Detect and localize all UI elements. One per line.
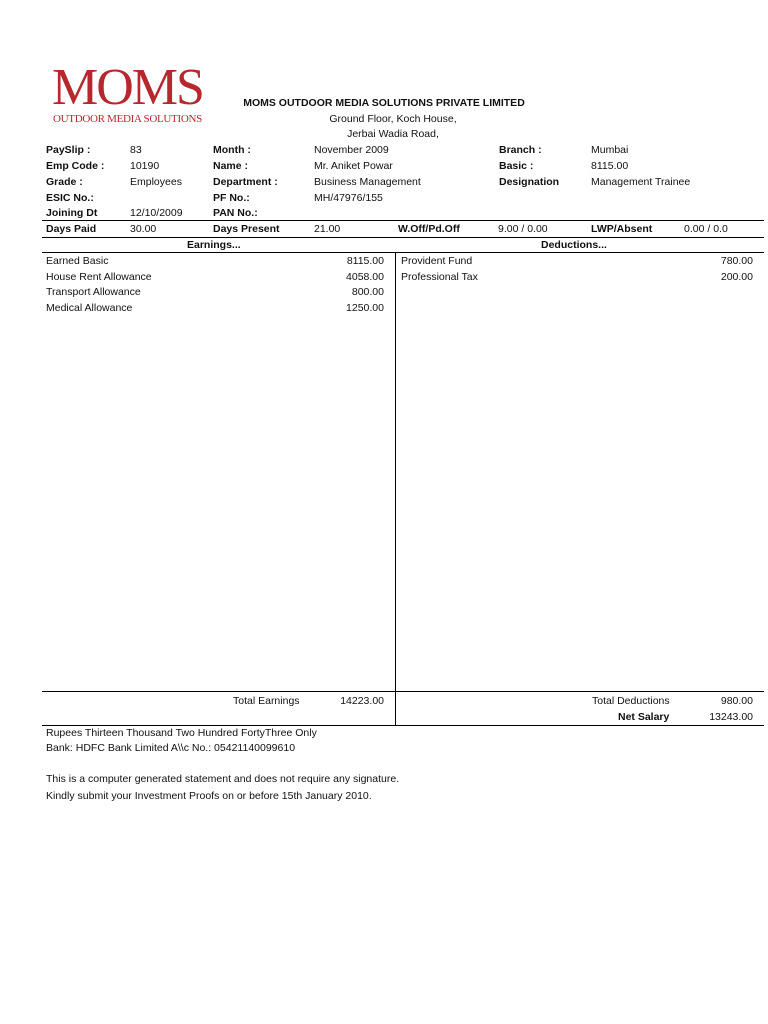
deductions-heading: Deductions... — [541, 239, 607, 251]
bank-details: Bank: HDFC Bank Limited A\\c No.: 05421140099610 — [46, 742, 296, 754]
basic-label: Basic : — [499, 160, 534, 172]
empcode-label: Emp Code : — [46, 160, 105, 172]
days-paid-label: Days Paid — [46, 223, 97, 235]
total-earnings-label: Total Earnings — [233, 695, 300, 707]
joining-label: Joining Dt — [46, 207, 98, 219]
amount-in-words: Rupees Thirteen Thousand Two Hundred FortyThree Only — [46, 727, 317, 739]
basic-value: 8115.00 — [591, 160, 629, 172]
earning-item-label: Medical Allowance — [46, 302, 133, 314]
lwp-label: LWP/Absent — [591, 223, 653, 235]
branch-value: Mumbai — [591, 144, 629, 156]
name-label: Name : — [213, 160, 249, 172]
earning-item-amount: 800.00 — [351, 286, 384, 298]
payslip-label: PaySlip : — [46, 144, 91, 156]
days-present-value: 21.00 — [314, 223, 341, 235]
divider-bottom — [42, 725, 764, 726]
earning-item-label: Earned Basic — [46, 255, 109, 267]
days-paid-value: 30.00 — [130, 223, 157, 235]
divider-headings — [42, 252, 764, 253]
days-present-label: Days Present — [213, 223, 280, 235]
deduction-item-label: Provident Fund — [401, 255, 473, 267]
payslip-value: 83 — [130, 144, 142, 156]
company-logo: MOMS — [52, 59, 203, 116]
department-value: Business Management — [314, 176, 421, 188]
pan-label: PAN No.: — [213, 207, 258, 219]
company-address-line2: Jerbai Wadia Road, — [347, 128, 439, 140]
earnings-heading: Earnings... — [187, 239, 241, 251]
empcode-value: 10190 — [130, 160, 160, 172]
earning-item-amount: 4058.00 — [346, 271, 384, 283]
name-value: Mr. Aniket Powar — [314, 160, 393, 172]
column-divider — [395, 252, 396, 726]
earning-item-label: Transport Allowance — [46, 286, 141, 298]
department-label: Department : — [213, 176, 278, 188]
earning-item-label: House Rent Allowance — [46, 271, 152, 283]
divider-days — [42, 237, 764, 238]
pf-label: PF No.: — [213, 192, 250, 204]
total-deductions-label: Total Deductions — [592, 695, 670, 707]
deduction-item-label: Professional Tax — [401, 271, 478, 283]
lwp-value: 0.00 / 0.0 — [684, 223, 728, 235]
company-address-line1: Ground Floor, Koch House, — [329, 113, 457, 125]
month-value: November 2009 — [314, 144, 389, 156]
computer-generated-note: This is a computer generated statement and does not require any signature. — [46, 773, 400, 785]
designation-label: Designation — [499, 176, 560, 188]
investment-proofs-note: Kindly submit your Investment Proofs on or before 15th January 2010. — [46, 790, 372, 802]
net-salary-value: 13243.00 — [709, 711, 753, 723]
branch-label: Branch : — [499, 144, 542, 156]
woff-value: 9.00 / 0.00 — [498, 223, 548, 235]
deduction-item-amount: 780.00 — [720, 255, 753, 267]
divider-top — [42, 220, 764, 221]
esic-label: ESIC No.: — [46, 192, 94, 204]
total-deductions-value: 980.00 — [720, 695, 753, 707]
designation-value: Management Trainee — [591, 176, 691, 188]
month-label: Month : — [213, 144, 251, 156]
divider-totals — [42, 691, 764, 692]
company-name: MOMS OUTDOOR MEDIA SOLUTIONS PRIVATE LIMITED — [243, 97, 525, 109]
grade-label: Grade : — [46, 176, 83, 188]
net-salary-label: Net Salary — [618, 711, 670, 723]
pf-value: MH/47976/155 — [314, 192, 383, 204]
grade-value: Employees — [130, 176, 182, 188]
woff-label: W.Off/Pd.Off — [398, 223, 460, 235]
company-logo-subtitle: OUTDOOR MEDIA SOLUTIONS — [53, 113, 202, 125]
deduction-item-amount: 200.00 — [720, 271, 753, 283]
earning-item-amount: 8115.00 — [346, 255, 384, 267]
total-earnings-value: 14223.00 — [340, 695, 384, 707]
earning-item-amount: 1250.00 — [346, 302, 384, 314]
joining-value: 12/10/2009 — [130, 207, 183, 219]
